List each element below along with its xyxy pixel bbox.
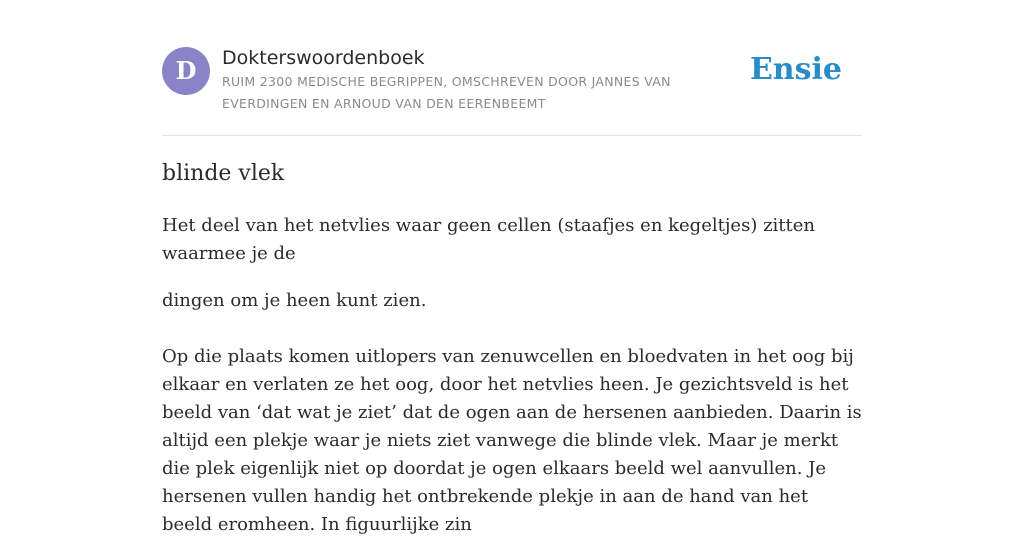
entry-paragraph-1: Het deel van het netvlies waar geen cellen (staafjes en kegeltjes) zitten waarmee je de bbox=[162, 215, 816, 264]
header-divider bbox=[162, 135, 862, 136]
source-header bbox=[162, 46, 862, 136]
ensie-logo[interactable]: Ensie bbox=[749, 52, 842, 87]
source-description: RUIM 2300 MEDISCHE BEGRIPPEN, OMSCHREVEN DOOR JANNES VAN EVERDINGEN EN ARNOUD VAN DEN EERENBEEMT bbox=[222, 74, 671, 111]
entry-content bbox=[162, 158, 862, 539]
entry-paragraph-2: dingen om je heen kunt zien. bbox=[162, 290, 427, 311]
entry-term: blinde vlek bbox=[162, 161, 285, 186]
source-name-link[interactable]: Dokterswoordenboek bbox=[222, 47, 425, 69]
source-avatar[interactable]: D bbox=[162, 47, 210, 95]
entry-paragraph-3: Op die plaats komen uitlopers van zenuwcellen en bloedvaten in het oog bij elkaar en verlaten ze het oog, door het netvlies heen. Je gezichtsveld is het beeld van ‘dat wat je ziet’ dat de ogen aan de hersenen aanbieden. Daarin is altijd een plekje waar je niets ziet vanwege die blinde vlek. Maar je merkt die plek eigenlijk niet op doordat je ogen elkaars beeld wel aanvullen. Je hersenen vullen handig het ontbrekende plekje in aan de hand van het beeld eromheen. In figuurlijke zin bbox=[162, 346, 862, 535]
